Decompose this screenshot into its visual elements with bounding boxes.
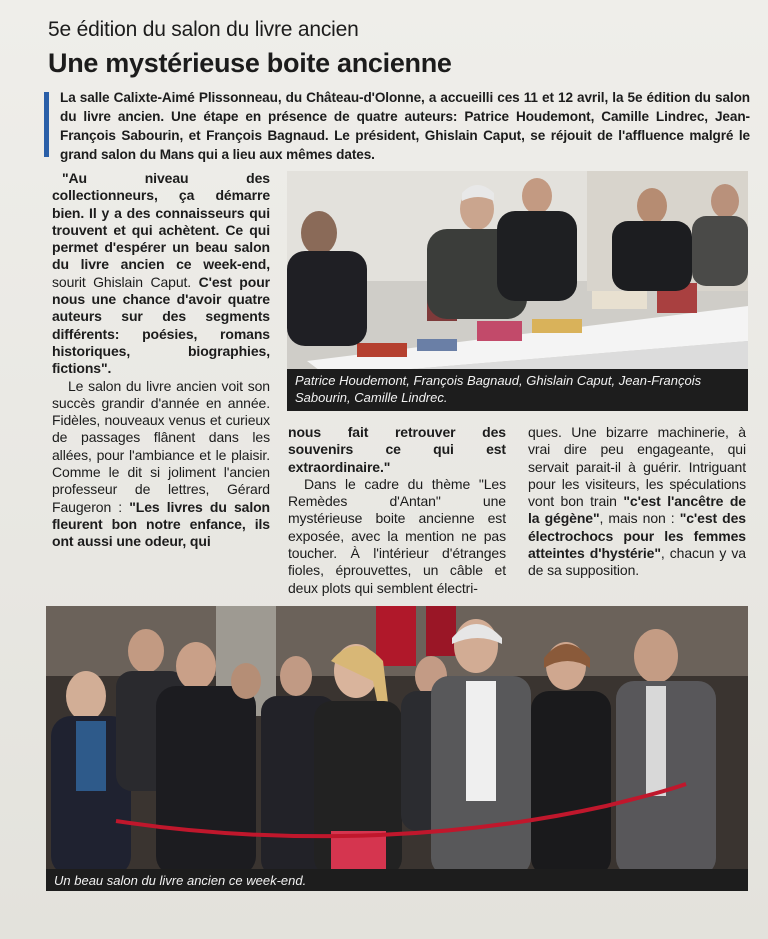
- ribbon-cutting-photo-image: [46, 606, 748, 891]
- body-text: , mais non :: [599, 510, 680, 527]
- quote-text: "c'est l'ancêtre de la gégène": [528, 493, 746, 527]
- quote-text: "Au niveau des collectionneurs, ça démarre bien. Il y a des connaisseurs qui trouvent et qui achètent. Ce qui permet d'espérer un beau salon du livre ancien ce week-end,: [52, 170, 270, 273]
- authors-photo-caption: Patrice Houdemont, François Bagnaud, Ghislain Caput, Jean-François Sabourin, Camille Lindrec.: [287, 369, 748, 411]
- quote-text: "Les livres du salon fleurent bon notre enfance, ils ont aussi une odeur, qui: [52, 498, 271, 550]
- authors-photo: [287, 171, 748, 411]
- ribbon-cutting-photo-caption: Un beau salon du livre ancien ce week-end.: [46, 869, 748, 891]
- article-column-2: [288, 424, 506, 597]
- ribbon-cutting-photo: [46, 606, 748, 891]
- body-text: ques. Une bizarre machinerie, à vrai dire peu engageante, qui servait parait-il à guérir. Intriguant pour les visiteurs, les spéculations vont bon train: [528, 424, 746, 510]
- body-text: Le salon du livre ancien voit son succès grandir d'année en année. Fidèles, nouveaux venus et curieux de passages flânent dans les allées, pour l'ambiance et le plaisir. Comme le dit si joliment l'ancien professeur de lettres, Gérard Faugeron :: [52, 377, 270, 515]
- article-column-3: [528, 424, 746, 580]
- lead-accent-bar: [44, 92, 49, 157]
- body-text: , chacun y va de sa supposition.: [528, 545, 746, 579]
- body-text: sourit Ghislain Caput.: [52, 273, 199, 290]
- article-column-1: [52, 170, 270, 551]
- quote-text: "c'est des électrochocs pour les femmes atteintes d'hystérie": [528, 510, 746, 562]
- article-lead: La salle Calixte-Aimé Plissonneau, du Château-d'Olonne, a accueilli ces 11 et 12 avril, la 5e édition du salon du livre ancien. Une étape en présence de quatre auteurs: Patrice Houdemont, Camille Lindrec, Jean-François Sabourin, et François Bagnaud. Le président, Ghislain Caput, se réjouit de l'affluence malgré le grand salon du Mans qui a lieu aux mêmes dates.: [60, 90, 750, 162]
- body-text: Dans le cadre du thème "Les Remèdes d'Antan" une mystérieuse boite ancienne est exposée, avec la mention ne pas toucher. À l'intérieur d'étranges fioles, éprouvettes, un câble et deux plots qui semblent électri-: [288, 475, 506, 596]
- article-headline: Une mystérieuse boite ancienne: [48, 48, 452, 78]
- article-kicker: 5e édition du salon du livre ancien: [48, 18, 359, 41]
- quote-text: C'est pour nous une chance d'avoir quatre auteurs sur des segments différents: poésies, romans historiques, biographies, fictions".: [52, 273, 270, 377]
- quote-text: nous fait retrouver des souvenirs ce qui est extraordinaire.": [288, 424, 506, 475]
